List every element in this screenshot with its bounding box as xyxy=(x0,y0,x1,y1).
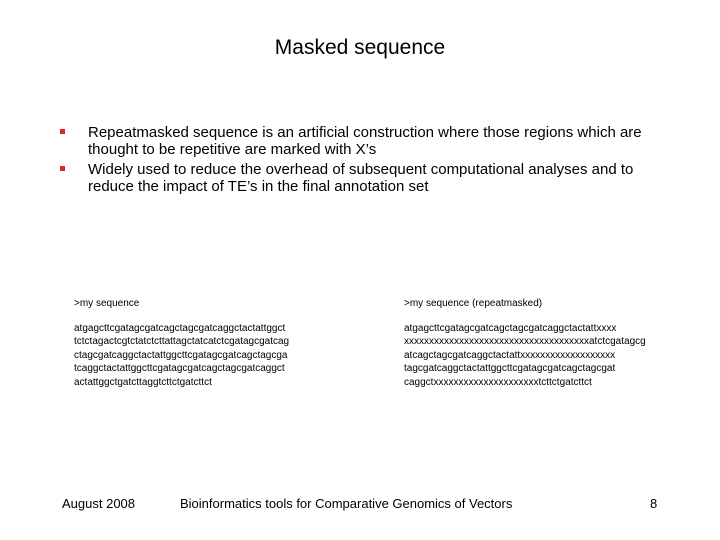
slide-title: Masked sequence xyxy=(274,36,446,59)
page-number: 8 xyxy=(650,496,658,511)
sequence-heading: >my sequence (repeatmasked) xyxy=(404,298,543,309)
footer-title: Bioinformatics tools for Comparative Genomics of Vectors xyxy=(180,496,513,511)
sequence-line: atcagctagcgatcaggctactattxxxxxxxxxxxxxxxxxxx xyxy=(404,349,616,361)
sequence-line: atgagcttcgatagcgatcagctagcgatcaggctactattxxxx xyxy=(404,322,617,334)
bullet-text: Widely used to reduce the overhead of subsequent computational analyses and to reduce the impact of TE’s in the final annotation set xyxy=(88,161,634,195)
sequence-line: xxxxxxxxxxxxxxxxxxxxxxxxxxxxxxxxxxxxxatctcgatagcg xyxy=(404,336,646,347)
sequence-line: actattggctgatcttaggtcttctgatcttct xyxy=(74,376,212,388)
masked-sequence-block xyxy=(404,297,646,389)
square-bullet-icon xyxy=(60,129,65,134)
bullet-list xyxy=(60,124,670,198)
sequence-line: caggctxxxxxxxxxxxxxxxxxxxxxtcttctgatcttct xyxy=(404,376,592,388)
bullet-text: Repeatmasked sequence is an artificial construction where those regions which are thought to be repetitive are marked with X’s xyxy=(88,124,642,158)
sequence-line: atgagcttcgatagcgatcagctagcgatcaggctactattggct xyxy=(74,322,286,334)
square-bullet-icon xyxy=(60,166,65,171)
sequence-line: ctagcgatcaggctactattggcttcgatagcgatcagctagcga xyxy=(74,349,288,361)
sequence-line: tcaggctactattggcttcgatagcgatcagctagcgatcaggct xyxy=(74,363,285,374)
bullet-item xyxy=(60,161,670,195)
footer-date: August 2008 xyxy=(62,496,136,511)
bullet-item xyxy=(60,124,670,158)
sequence-heading: >my sequence xyxy=(74,298,140,309)
sequence-line: tagcgatcaggctactattggcttcgatagcgatcagctagcgat xyxy=(404,363,616,374)
original-sequence-block xyxy=(74,297,289,389)
sequence-line: tctctagactcgtctatctcttattagctatcatctcgatagcgatcag xyxy=(74,336,290,347)
